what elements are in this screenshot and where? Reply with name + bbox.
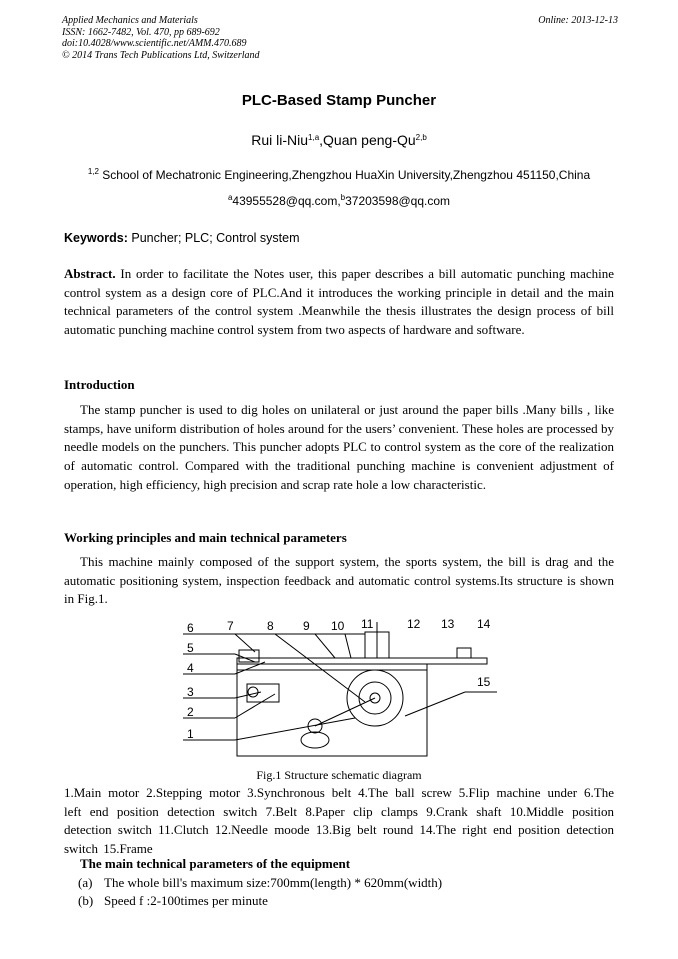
email-b-sup: b xyxy=(340,193,346,202)
introduction-text: The stamp puncher is used to dig holes on unilateral or just around the paper bills .Many bills , like stamps, have uniform distribution of holes around for the users’ convenient. These holes are processed by needle models on the punchers. This puncher adopts PLC to control system as the core of the realization of automatic control. Compared with the traditional punching machine is convenient adjustment of operation, high efficiency, high precision and scrap rate hole a low characteristic. xyxy=(64,402,614,492)
journal-header xyxy=(62,15,618,61)
figure-caption: Fig.1 Structure schematic diagram xyxy=(256,768,422,782)
figure-label-13: 13 xyxy=(441,617,455,631)
list-item xyxy=(78,874,442,892)
figure-label-10: 10 xyxy=(331,619,345,633)
paper-authors xyxy=(0,132,678,148)
figure-label-7: 7 xyxy=(227,619,234,633)
keywords-label: Keywords: xyxy=(64,231,128,245)
online-date: Online: 2013-12-13 xyxy=(538,15,618,26)
figure-label-6: 6 xyxy=(187,621,194,635)
structure-schematic-diagram xyxy=(175,612,505,762)
figure-label-14: 14 xyxy=(477,617,491,631)
figure-label-4: 4 xyxy=(187,661,194,675)
journal-doi: doi:10.4028/www.scientific.net/AMM.470.689 xyxy=(62,38,247,49)
figure-label-5: 5 xyxy=(187,641,194,655)
list-item xyxy=(78,892,442,910)
author-1: Rui li-Niu xyxy=(251,132,309,148)
abstract-text: In order to facilitate the Notes user, this paper describes a bill automatic punching machine control system as a design core of PLC.And it introduces the working principle in detail and the main technical parameters of the control system .Meanwhile the thesis illustrates the design process of bill automatic punching machine control system from two aspects of hardware and software. xyxy=(64,266,614,338)
author-separator: , xyxy=(319,132,324,148)
section-heading-working: Working principles and main technical parameters xyxy=(64,530,347,545)
affiliation-sup: 1,2 xyxy=(87,167,99,176)
figure-label-9: 9 xyxy=(303,619,310,633)
journal-copyright: © 2014 Trans Tech Publications Ltd, Switzerland xyxy=(62,49,260,61)
figure-legend: 1.Main motor 2.Stepping motor 3.Synchronous belt 4.The ball screw 5.Flip machine under 6.The left end position detection switch 7.Belt 8.Paper clip clamps 9.Crank shaft 10.Middle position detection switch 11.Clutch 12.Needle moode 13.Big belt round 14.The right end position detection switch 15.Frame xyxy=(64,785,614,857)
figure-label-11: 11 xyxy=(361,617,374,631)
figure-label-15: 15 xyxy=(477,675,491,689)
params-list xyxy=(78,874,442,910)
abstract-label: Abstract. xyxy=(64,266,116,281)
figure-label-1: 1 xyxy=(187,727,194,741)
working-text: This machine mainly composed of the support system, the sports system, the bill is drag and the automatic positioning system, inspection feedback and automatic control systems.Its structure is shown in Fig.1. xyxy=(64,554,614,607)
figure-label-3: 3 xyxy=(187,685,194,699)
author-1-sup: 1,a xyxy=(308,133,320,142)
params-heading: The main technical parameters of the equipment xyxy=(80,856,351,871)
keywords-text: Puncher; PLC; Control system xyxy=(131,231,300,245)
author-2: Quan peng-Qu xyxy=(323,132,416,148)
list-text: The whole bill's maximum size:700mm(length) * 620mm(width) xyxy=(104,875,443,890)
abstract xyxy=(64,265,614,340)
journal-issn: ISSN: 1662-7482, Vol. 470, pp 689-692 xyxy=(62,26,220,38)
keywords xyxy=(64,231,300,245)
paper-title: PLC-Based Stamp Puncher xyxy=(241,92,437,109)
affiliation-text: School of Mechatronic Engineering,Zhengzhou HuaXin University,Zhengzhou 451150,China xyxy=(102,168,591,182)
affiliation xyxy=(0,168,678,182)
list-text: Speed f :2-100times per minute xyxy=(104,893,268,908)
section-heading-introduction: Introduction xyxy=(64,377,135,392)
journal-name: Applied Mechanics and Materials xyxy=(62,15,198,26)
list-marker: (a) xyxy=(78,875,93,890)
figure-label-2: 2 xyxy=(187,705,194,719)
email-b: 37203598@qq.com xyxy=(345,194,451,208)
email-a-sup: a xyxy=(227,193,233,202)
list-marker: (b) xyxy=(78,893,94,908)
figure-label-12: 12 xyxy=(407,617,421,631)
author-2-sup: 2,b xyxy=(415,133,427,142)
author-emails xyxy=(0,194,678,208)
figure-label-8: 8 xyxy=(267,619,274,633)
email-a: 43955528@qq.com, xyxy=(232,194,341,208)
